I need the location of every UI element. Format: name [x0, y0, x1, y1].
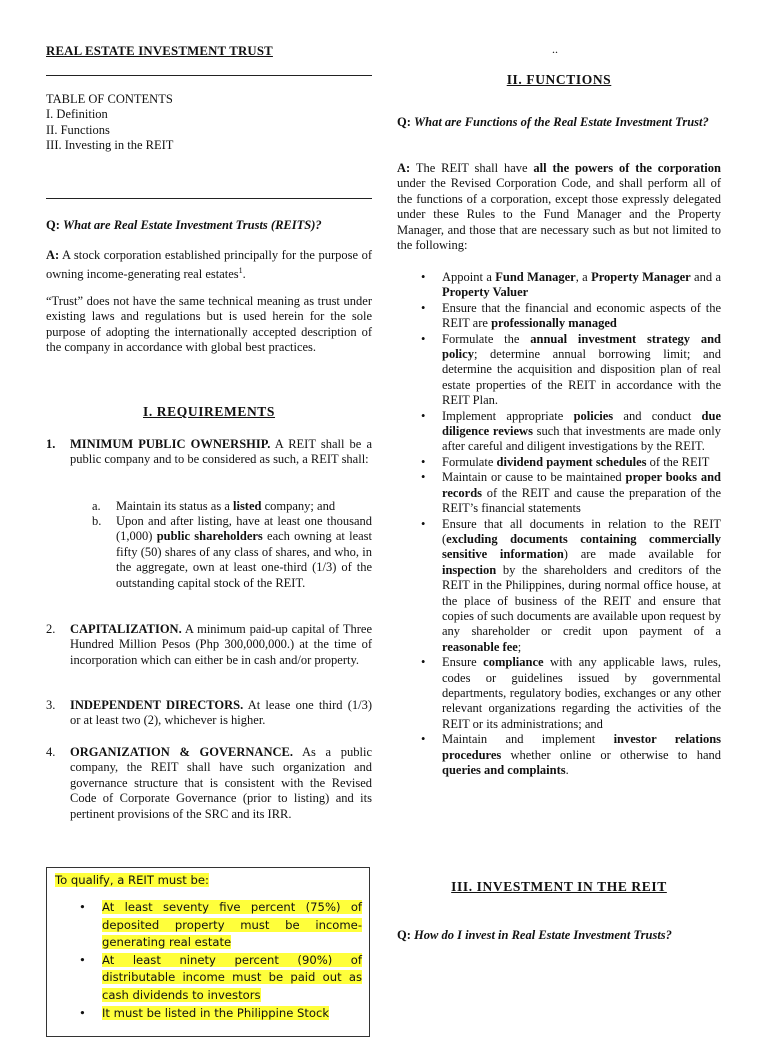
f1-seg: Property Valuer [442, 285, 529, 300]
toc-item-functions[interactable]: II. Functions [46, 122, 110, 137]
req4-text: As a public company, the REIT shall have such organization and governance structure that is consistent with the Revised Code of Corporate Governance (prior to listing) and its pertinent provisions of the SRC and its IRR. [70, 745, 372, 821]
f1-seg: Property Manager [591, 270, 691, 284]
requirement-3 [46, 698, 372, 729]
requirement-1a [92, 499, 372, 514]
f2-seg: professionally managed [491, 316, 617, 331]
bullet-icon: • [79, 1005, 86, 1020]
qualification-item [75, 899, 362, 952]
doc-title: REAL ESTATE INVESTMENT TRUST [46, 44, 273, 58]
toc-item-investing[interactable]: III. Investing in the REIT [46, 138, 174, 153]
f7-seg: by the shareholders and creditors of the REIT in the Philippines, during normal office house, at the place of business of the REIT and ensure that copies of such documents are available upon request by any shareholder or credit upon payment of a [442, 562, 721, 639]
qualification-item [75, 952, 362, 1005]
toc-item-definition[interactable]: I. Definition [46, 107, 108, 122]
req1b-letter: b. [92, 514, 102, 528]
req1b-text-bold: public shareholders [156, 529, 263, 544]
f4-seg: due diligence reviews [442, 408, 721, 439]
f7-seg: inspection [442, 562, 497, 577]
bullet-icon: • [421, 470, 426, 485]
f3-seg: annual investment strategy and policy [442, 331, 722, 362]
a2-text-pre: The REIT shall have [410, 161, 534, 175]
bullet-icon: • [421, 516, 426, 531]
requirements-heading: I. REQUIREMENTS [142, 404, 276, 419]
function-item [417, 655, 721, 732]
function-item [417, 732, 721, 778]
qualification-box [46, 867, 370, 1037]
bullet-icon: • [421, 454, 426, 469]
f1-seg: , a [575, 270, 592, 284]
toc-title: TABLE OF CONTENTS [46, 92, 173, 106]
requirement-2 [46, 622, 372, 668]
req1a-letter: a. [92, 499, 101, 513]
f8-seg: with any applicable laws, rules, codes or guidelines issued by governmental departments, regulatory bodies, exchanges or any other relevant organizations regarding the activities of the REIT or its administrations; and [442, 655, 721, 731]
divider-bottom [46, 198, 372, 199]
divider-top [46, 75, 372, 76]
function-item [417, 332, 721, 409]
function-item [417, 409, 721, 455]
req3-heading: INDEPENDENT DIRECTORS. [70, 698, 244, 712]
f9-seg: Maintain and implement [442, 732, 614, 747]
qualification-box-title: To qualify, a REIT must be: [55, 873, 209, 887]
q2-text: What are Functions of the Real Estate Investment Trust? [414, 115, 709, 129]
qualification-item-text: At least seventy five percent (75%) of deposited property must be income-generating real estate [102, 900, 362, 950]
trust-paragraph: “Trust” does not have the same technical meaning as trust under existing laws and regulations but is used herein for the sole purpose of adopting the internationally accepted description of the company in accordance with global best practices. [46, 294, 372, 355]
bullet-icon: • [421, 270, 426, 284]
f5-seg: of the REIT [646, 454, 710, 469]
f5-seg: Formulate [442, 454, 497, 469]
req2-heading: CAPITALIZATION. [70, 622, 182, 636]
f9-seg: . [565, 763, 569, 777]
top-mark: .. [552, 42, 558, 56]
f9-seg: investor relations procedures [442, 732, 722, 762]
qualification-list [75, 899, 362, 1022]
footnote-marker[interactable]: 1 [238, 266, 243, 276]
f2-seg: Ensure that the financial and economic aspects of the REIT are [442, 300, 721, 331]
answer-reits [46, 248, 372, 283]
req4-number: 4. [46, 745, 56, 759]
functions-list [417, 270, 721, 778]
function-item [417, 270, 721, 301]
q3-label: Q: [397, 928, 411, 942]
req3-text: At lease one third (1/3) or at least two (2), whichever is higher. [70, 698, 373, 728]
f8-seg: Ensure [442, 655, 484, 670]
req1-text: A REIT shall be a public company and to be considered as such, a REIT shall: [70, 437, 372, 467]
f5-seg: dividend payment schedules [496, 454, 647, 469]
f4-seg: policies [573, 408, 614, 423]
f6-seg: Maintain or cause to be maintained [442, 470, 626, 485]
f4-seg: Implement appropriate [442, 408, 574, 423]
bullet-icon: • [79, 900, 86, 914]
a1-label: A: [46, 248, 60, 262]
investment-heading: III. INVESTMENT IN THE REIT [451, 879, 667, 894]
bullet-icon: • [421, 331, 426, 346]
q1-text: What are Real Estate Investment Trusts (REITS)? [63, 218, 322, 232]
req1-heading: MINIMUM PUBLIC OWNERSHIP. [70, 437, 271, 451]
qualification-item-text: It must be listed in the Philippine Stock [102, 1005, 330, 1020]
q2-label: Q: [397, 115, 411, 129]
f9-seg: whether online or otherwise to hand [501, 747, 721, 762]
functions-list-wrap [397, 270, 721, 850]
f3-seg: ; determine annual borrowing limit; and determine the acquisition and disposition plan of real estate properties of the REIT in accordance with the REIT Plan. [442, 347, 721, 408]
bullet-icon: • [421, 300, 426, 315]
requirement-1 [46, 437, 372, 468]
f9-seg: queries and complaints [442, 763, 566, 777]
function-item [417, 470, 721, 516]
requirements-list [46, 437, 372, 857]
req2-number: 2. [46, 622, 56, 636]
f8-seg: compliance [483, 655, 544, 670]
req1-number: 1. [46, 437, 56, 451]
req1b-text-pre: Upon and after listing, have at least one thousand (1,000) [116, 514, 372, 544]
q1-label: Q: [46, 218, 60, 232]
a2-text-post: under the Revised Corporation Code, and shall perform all of the functions of a corporation, except those expressly delegated under these Rules to the Fund Manager and the Property Manager, and those that are necessary such as but not limited to the following: [397, 176, 721, 253]
function-item [417, 455, 721, 470]
req4-heading: ORGANIZATION & GOVERNANCE. [70, 745, 293, 759]
a2-label: A: [397, 161, 411, 175]
f7-seg: excluding documents containing commercially sensitive information [442, 531, 721, 562]
requirement-1b [92, 514, 372, 591]
f1-seg: Fund Manager [495, 270, 576, 284]
f1-seg: Appoint a [442, 270, 496, 284]
bullet-icon: • [421, 732, 426, 747]
f7-seg: reasonable fee [442, 639, 518, 654]
req2-text: A minimum paid-up capital of Three Hundred Million Pesos (Php 300,000,000.) at the time of incorporation which can either be in cash and/or property. [70, 622, 372, 667]
q3-text: How do I invest in Real Estate Investment Trusts? [414, 928, 672, 942]
a1-end: . [242, 267, 246, 282]
bullet-icon: • [421, 408, 426, 423]
req1a-text-post: company; and [261, 499, 336, 513]
answer-functions [397, 161, 721, 253]
f6-seg: proper books and records [442, 470, 721, 500]
functions-heading: II. FUNCTIONS [506, 72, 612, 87]
qualification-item [75, 1005, 362, 1023]
question-invest [397, 928, 721, 943]
requirement-4 [46, 745, 372, 822]
a2-text-bold: all the powers of the corporation [533, 161, 721, 175]
req1b-text-post: each owning at least fifty (50) shares of any class of shares, and who, in the aggregate, own at least one-third (1/3) of the outstanding capital stock of the REIT. [116, 529, 373, 590]
f7-seg: Ensure that all documents in relation to the REIT ( [442, 516, 721, 546]
table-of-contents [46, 92, 372, 154]
f4-seg: and conduct [613, 408, 702, 423]
bullet-icon: • [79, 952, 86, 967]
function-item [417, 301, 721, 332]
f4-seg: such that investments are made only after careful and diligent investigations by the REIT. [442, 424, 721, 454]
f3-seg: Formulate the [442, 331, 531, 346]
qualification-item-text: At least ninety percent (90%) of distributable income must be paid out as cash dividends to investors [102, 952, 362, 1002]
question-functions [397, 115, 721, 130]
f7-seg: ) are made available for [563, 547, 721, 562]
a1-text: A stock corporation established principally for the purpose of owning income-generating real estates [46, 248, 372, 282]
req3-number: 3. [46, 698, 56, 712]
question-reits [46, 218, 372, 233]
req1a-text-bold: listed [233, 499, 262, 513]
bullet-icon: • [421, 655, 426, 670]
req1a-text-pre: Maintain its status as a [116, 499, 233, 513]
f1-seg: and a [690, 270, 722, 284]
f6-seg: of the REIT and cause the preparation of the REIT’s financial statements [442, 485, 721, 516]
function-item [417, 517, 721, 656]
f7-seg: ; [517, 639, 522, 654]
